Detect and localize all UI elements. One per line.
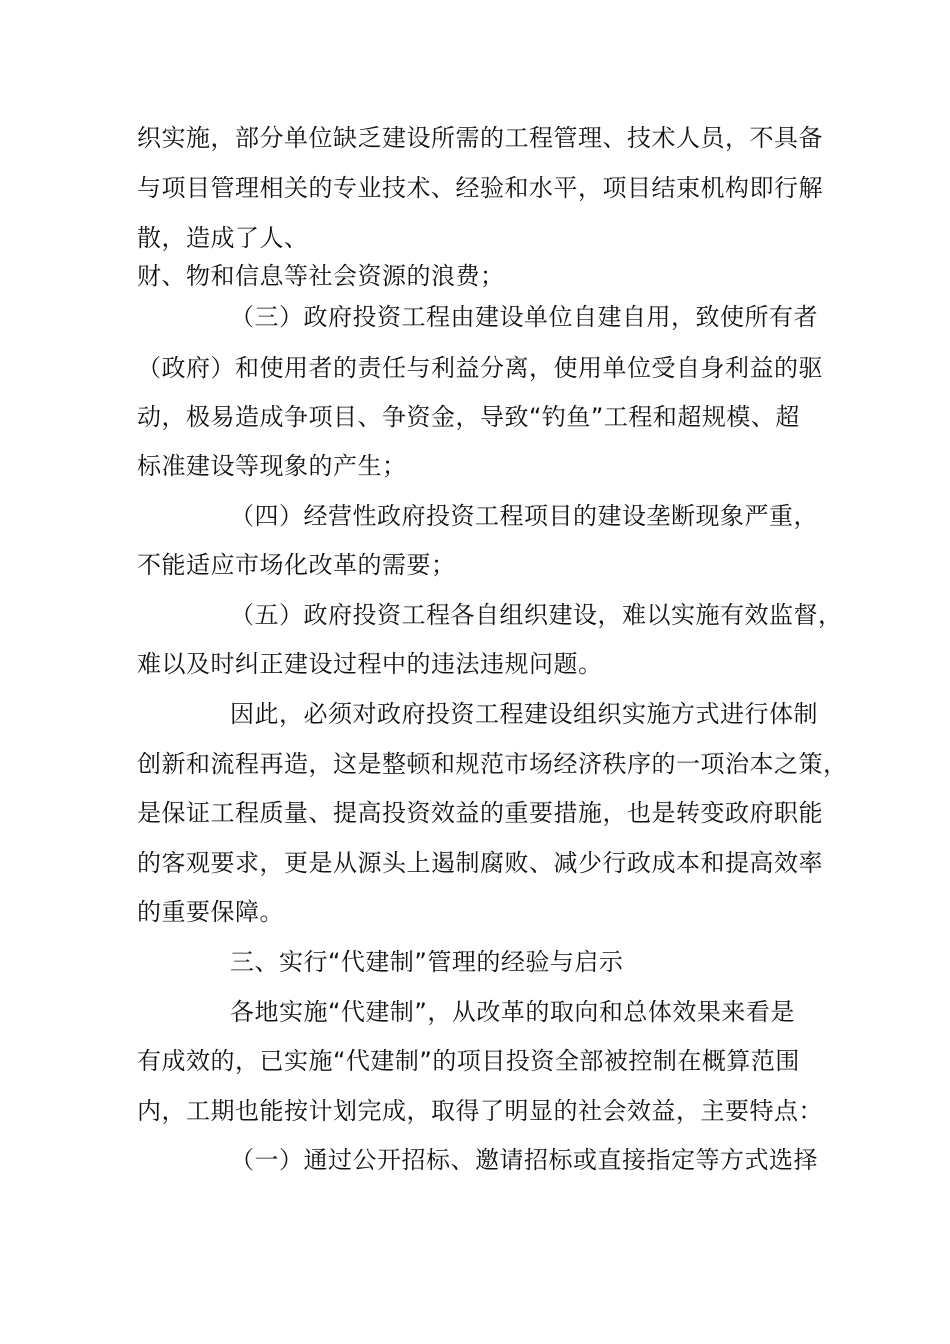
text-line: 财、物和信息等社会资源的浪费；: [137, 262, 505, 290]
text-line: 各地实施“代建制”，从改革的取向和总体效果来看是: [230, 998, 795, 1026]
text-line: 创新和流程再造，这是整顿和规范市场经济秩序的一项治本之策，: [137, 750, 848, 778]
text-line: 有成效的，已实施“代建制”的项目投资全部被控制在概算范围: [137, 1047, 800, 1075]
text-line: 因此，必须对政府投资工程建设组织实施方式进行体制: [230, 700, 818, 728]
text-line: 的客观要求，更是从源头上遏制腐败、减少行政成本和提高效率: [137, 849, 823, 877]
text-line: 动，极易造成争项目、争资金，导致“钓鱼”工程和超规模、超: [137, 403, 800, 431]
text-line: 难以及时纠正建设过程中的违法违规问题。: [137, 650, 603, 678]
section-heading: 三、实行“代建制”管理的经验与启示: [230, 948, 624, 976]
text-line: 内，工期也能按计划完成，取得了明显的社会效益，主要特点：: [137, 1097, 823, 1125]
text-line: （政府）和使用者的责任与利益分离，使用单位受自身利益的驱: [137, 354, 823, 382]
text-line: 散，造成了人、: [137, 224, 309, 252]
text-line: 织实施，部分单位缺乏建设所需的工程管理、技术人员，不具备: [137, 124, 823, 152]
text-line: 的重要保障。: [137, 898, 284, 926]
text-line: 标准建设等现象的产生；: [137, 452, 407, 480]
text-line: 不能适应市场化改革的需要；: [137, 551, 456, 579]
text-line: 与项目管理相关的专业技术、经验和水平，项目结束机构即行解: [137, 174, 823, 202]
text-line: （四）经营性政府投资工程项目的建设垄断现象严重，: [230, 502, 818, 530]
text-line: （一）通过公开招标、邀请招标或直接指定等方式选择: [230, 1146, 818, 1174]
text-line: （三）政府投资工程由建设单位自建自用，致使所有者: [230, 303, 818, 331]
text-line: 是保证工程质量、提高投资效益的重要措施，也是转变政府职能: [137, 799, 823, 827]
text-line: （五）政府投资工程各自组织建设，难以实施有效监督，: [230, 601, 843, 629]
